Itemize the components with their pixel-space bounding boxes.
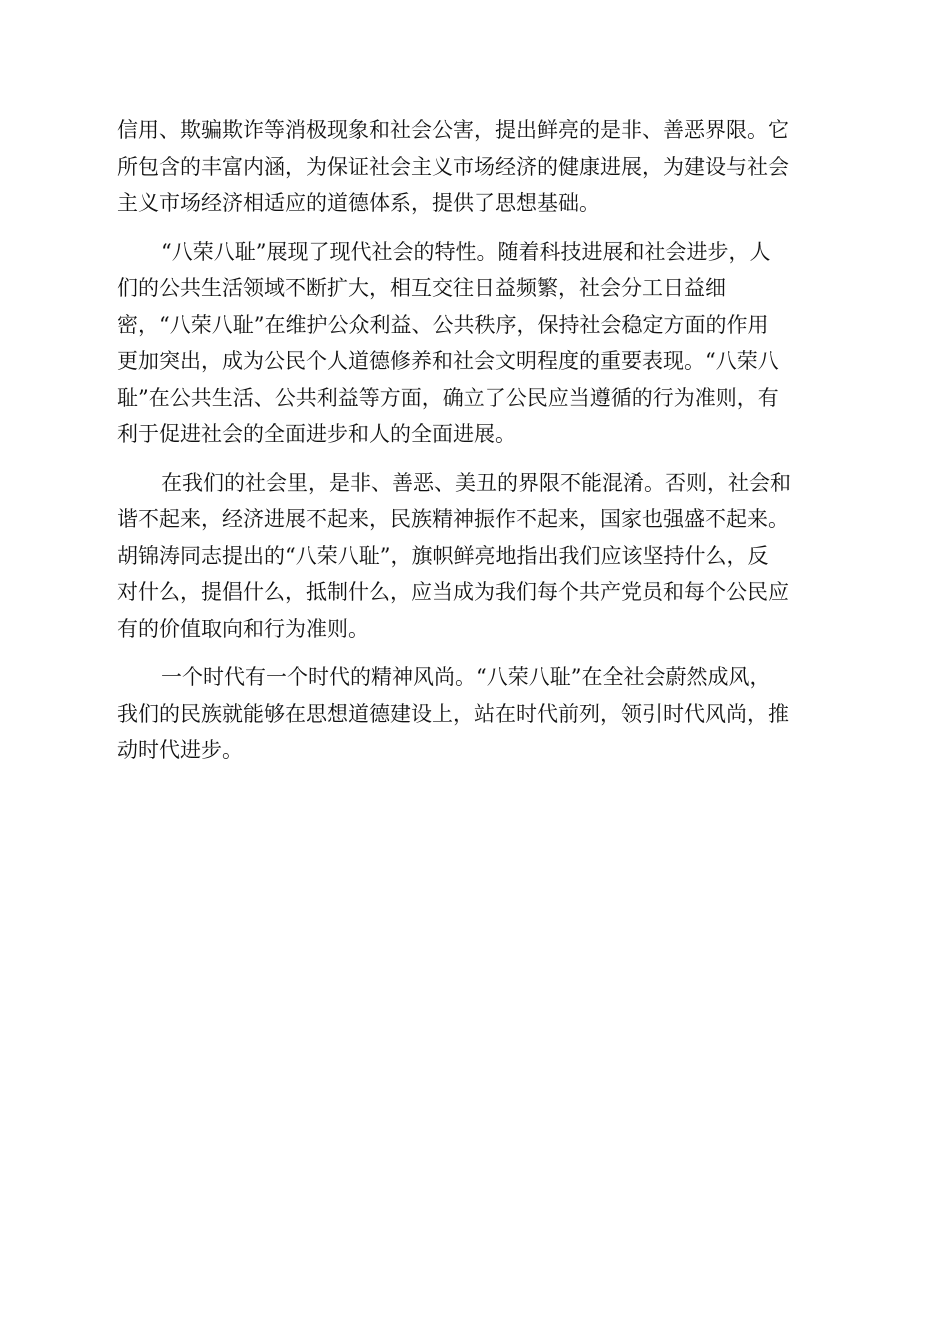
text-line: 我们的民族就能够在思想道德建设上，站在时代前列，领引时代风尚，推 [117,701,789,726]
text-line: 主义市场经济相适应的道德体系，提供了思想基础。 [117,191,600,215]
text-line: “八荣八耻”展现了现代社会的特性。随着科技进展和社会进步，人 [161,239,771,264]
text-line: 在我们的社会里，是非、善恶、美丑的界限不能混淆。否则，社会和 [161,470,791,495]
text-line: 密，“八荣八耻”在维护公众利益、公共秩序，保持社会稳定方面的作用 [117,312,769,337]
text-line: 信用、欺骗欺诈等消极现象和社会公害，提出鲜亮的是非、善恶界限。它 [117,118,789,142]
text-line: 耻”在公共生活、公共利益等方面，确立了公民应当遵循的行为准则，有 [117,385,779,410]
text-line: 更加突出，成为公民个人道德修养和社会文明程度的重要表现。“八荣八 [117,349,779,373]
text-line: 们的公共生活领域不断扩大，相互交往日益频繁，社会分工日益细 [117,276,726,300]
document-body [117,112,833,781]
text-line: 有的价值取向和行为准则。 [117,616,369,641]
text-line: 谐不起来，经济进展不起来，民族精神振作不起来，国家也强盛不起来。 [117,507,789,531]
paragraph-3 [117,465,833,648]
paragraph-2 [117,234,833,453]
paragraph-1 [117,112,833,222]
text-line: 对什么，提倡什么，抵制什么，应当成为我们每个共产党员和每个公民应 [117,580,789,604]
text-line: 所包含的丰富内涵，为保证社会主义市场经济的健康进展，为建设与社会 [117,154,789,179]
paragraph-4 [117,659,833,769]
text-line: 一个时代有一个时代的精神风尚。“八荣八耻”在全社会蔚然成风， [161,665,771,689]
text-line: 胡锦涛同志提出的“八荣八耻”，旗帜鲜亮地指出我们应该坚持什么，反 [117,543,769,568]
text-line: 利于促进社会的全面进步和人的全面进展。 [117,422,516,446]
text-line: 动时代进步。 [117,738,243,762]
